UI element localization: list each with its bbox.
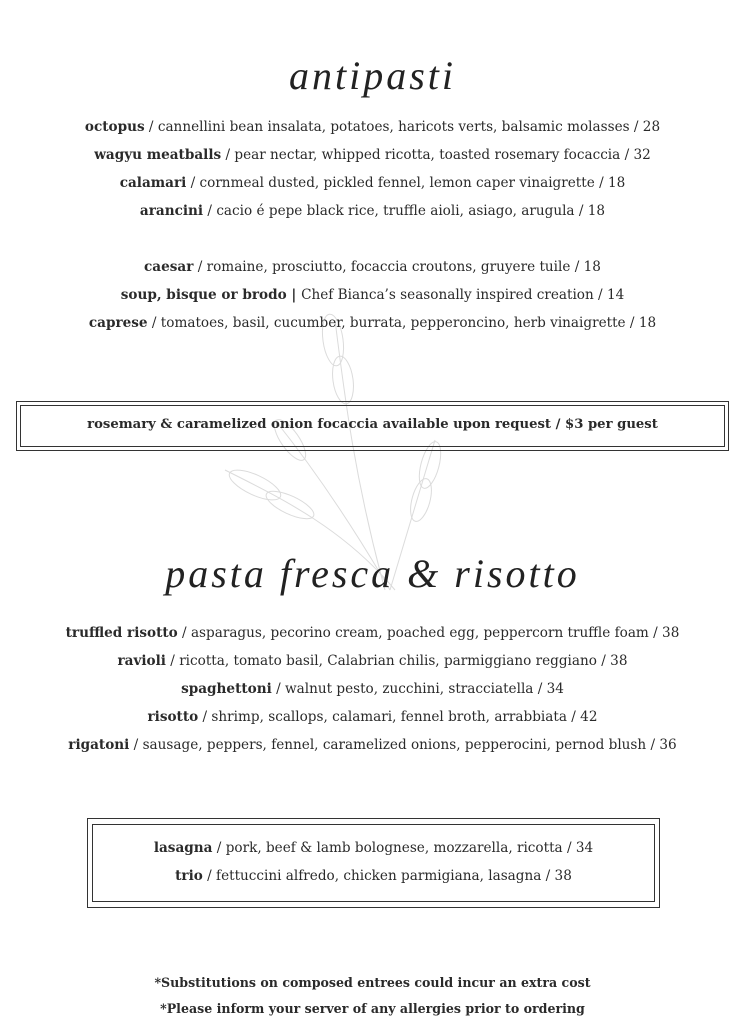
pasta-list bbox=[0, 619, 745, 759]
item-separator: / bbox=[165, 653, 180, 669]
item-separator: / bbox=[198, 709, 212, 725]
item-description: cacio é pepe black rice, truffle aioli, asiago, arugula / 18 bbox=[216, 203, 606, 219]
menu-item-trio bbox=[92, 862, 655, 890]
item-description: fettuccini alfredo, chicken parmigiana, lasagna / 38 bbox=[216, 868, 572, 884]
menu-item-rigatoni bbox=[0, 731, 745, 759]
menu-item-caesar bbox=[0, 253, 745, 281]
item-name: wagyu meatballs bbox=[94, 147, 222, 163]
item-name: octopus bbox=[84, 119, 145, 135]
item-separator: / bbox=[186, 175, 200, 191]
footer-notes bbox=[0, 970, 745, 1022]
item-name: soup, bisque or brodo bbox=[120, 287, 287, 303]
item-description: shrimp, scallops, calamari, fennel broth, arrabbiata / 42 bbox=[211, 709, 598, 725]
item-description: tomatoes, basil, cucumber, burrata, pepperoncino, herb vinaigrette / 18 bbox=[160, 315, 657, 331]
menu-item-wagyu-meatballs bbox=[0, 141, 745, 169]
item-name: risotto bbox=[147, 709, 199, 725]
item-separator: / bbox=[147, 315, 161, 331]
item-name: arancini bbox=[139, 203, 204, 219]
allergy-note: *Please inform your server of any allergies prior to ordering bbox=[160, 1001, 585, 1016]
antipasti-list bbox=[0, 113, 745, 225]
item-name: ravioli bbox=[117, 653, 166, 669]
item-description: cannellini bean insalata, potatoes, haricots verts, balsamic molasses / 28 bbox=[157, 119, 661, 135]
item-name: caprese bbox=[88, 315, 148, 331]
substitution-note: *Substitutions on composed entrees could incur an extra cost bbox=[154, 975, 591, 990]
menu-item-calamari bbox=[0, 169, 745, 197]
item-separator: / bbox=[144, 119, 158, 135]
menu-item-soup bbox=[0, 281, 745, 309]
lasagna-box-list bbox=[92, 834, 655, 890]
item-description: Chef Bianca’s seasonally inspired creation / 14 bbox=[301, 287, 625, 303]
focaccia-note: rosemary & caramelized onion focaccia available upon request / $3 per guest bbox=[87, 417, 658, 432]
item-separator: / bbox=[177, 625, 191, 641]
item-separator: / bbox=[221, 147, 235, 163]
item-name: truffled risotto bbox=[65, 625, 178, 641]
item-description: romaine, prosciutto, focaccia croutons, gruyere tuile / 18 bbox=[206, 259, 601, 275]
menu-item-arancini bbox=[0, 197, 745, 225]
item-name: caesar bbox=[144, 259, 194, 275]
menu-item-truffled-risotto bbox=[0, 619, 745, 647]
menu-item-caprese bbox=[0, 309, 745, 337]
item-name: lasagna bbox=[153, 840, 213, 856]
item-separator: / bbox=[203, 203, 217, 219]
item-name: trio bbox=[175, 868, 203, 884]
item-description: asparagus, pecorino cream, poached egg, peppercorn truffle foam / 38 bbox=[190, 625, 680, 641]
item-description: walnut pesto, zucchini, stracciatella / 34 bbox=[284, 681, 564, 697]
item-separator: / bbox=[129, 737, 143, 753]
menu-item-lasagna bbox=[92, 834, 655, 862]
item-description: ricotta, tomato basil, Calabrian chilis, parmiggiano reggiano / 38 bbox=[179, 653, 628, 669]
menu-item-octopus bbox=[0, 113, 745, 141]
item-description: cornmeal dusted, pickled fennel, lemon caper vinaigrette / 18 bbox=[199, 175, 626, 191]
antipasti-heading: antipasti bbox=[288, 53, 457, 98]
item-separator: / bbox=[202, 868, 217, 884]
salads-list bbox=[0, 253, 745, 337]
item-name: spaghettoni bbox=[181, 681, 272, 697]
item-description: pear nectar, whipped ricotta, toasted rosemary focaccia / 32 bbox=[234, 147, 651, 163]
item-separator: | bbox=[286, 287, 302, 303]
item-name: calamari bbox=[119, 175, 187, 191]
item-separator: / bbox=[193, 259, 207, 275]
menu-item-ravioli bbox=[0, 647, 745, 675]
item-separator: / bbox=[212, 840, 226, 856]
item-name: rigatoni bbox=[68, 737, 130, 753]
menu-item-spaghettoni bbox=[0, 675, 745, 703]
menu-item-risotto bbox=[0, 703, 745, 731]
pasta-heading: pasta fresca & risotto bbox=[165, 551, 580, 596]
item-description: pork, beef & lamb bolognese, mozzarella, ricotta / 34 bbox=[225, 840, 594, 856]
item-separator: / bbox=[271, 681, 285, 697]
item-description: sausage, peppers, fennel, caramelized onions, pepperocini, pernod blush / 36 bbox=[142, 737, 677, 753]
